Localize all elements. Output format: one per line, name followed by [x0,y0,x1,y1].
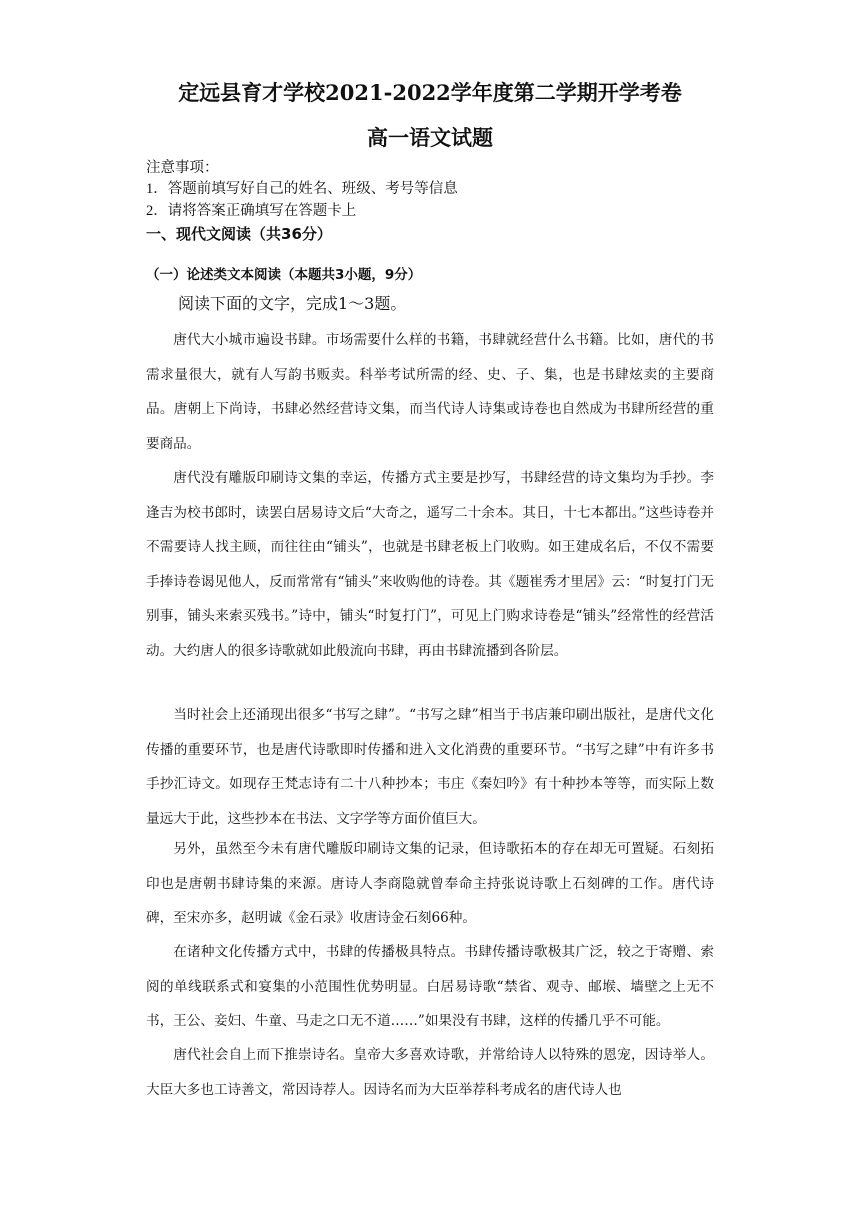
subsection-heading: （一）论述类文本阅读（本题共3小题，9分） [146,267,422,283]
section-heading: 一、现代文阅读（共36分） [146,225,332,243]
reading-instruction: 阅读下面的文字，完成1～3题。 [178,294,407,313]
passage-paragraph-1: 唐代大小城市遍设书肆。市场需要什么样的书籍，书肆就经营什么书籍。比如，唐代的书需求量很大，就有人写韵书贩卖。科举考试所需的经、史、子、集，也是书肆炫卖的主要商品。唐朝上下尚诗，书肆必然经营诗文集，而当代诗人诗集或诗卷也自然成为书肆所经营的重要商品。 [146,332,714,452]
passage-paragraph-6: 唐代社会自上而下推崇诗名。皇帝大多喜欢诗歌，并常给诗人以特殊的恩宠，因诗举人。大臣大多也工诗善文，常因诗荐人。因诗名而为大臣举荐科考成名的唐代诗人也 [146,1047,714,1098]
passage-paragraph-2: 唐代没有雕版印刷诗文集的幸运，传播方式主要是抄写，书肆经营的诗文集均为手抄。李逢吉为校书郎时，读罢白居易诗文后“大奇之，遥写二十余本。其日，十七本都出。”这些诗卷并不需要诗人找主顾，而往往由“铺头”，也就是书肆老板上门收购。如王建成名后，不仅不需要手捧诗卷谒见他人，反而常常有“铺头”来收购他的诗卷。其《题崔秀才里居》云：“时复打门无别事，铺头来索买残书。”诗中，铺头“时复打门”，可见上门购求诗卷是“铺头”经常性的经营活动。大约唐人的很多诗歌就如此般流向书肆，再由书肆流播到各阶层。 [146,470,714,659]
passage-paragraph-5: 在诸种文化传播方式中，书肆的传播极具特点。书肆传播诗歌极其广泛，较之于寄赠、索阅的单线联系式和宴集的小范围性优势明显。白居易诗歌“禁省、观寺、邮堠、墙壁之上无不书，王公、妾妇、牛童、马走之口无不道……”如果没有书肆，这样的传播几乎不可能。 [146,944,714,1030]
note-item-2: 2．请将答案正确填写在答题卡上 [146,203,357,219]
note-item-1: 1．答题前填写好自己的姓名、班级、考号等信息 [146,181,458,197]
passage-paragraph-4: 另外，虽然至今未有唐代雕版印刷诗文集的记录，但诗歌拓本的存在却无可置疑。石刻拓印也是唐朝书肆诗集的来源。唐诗人李商隐就曾奉命主持张说诗歌上石刻碑的工作。唐代诗碑，至宋亦多，赵明诚《金石录》收唐诗金石刻66种。 [146,841,714,927]
exam-title: 定远县育才学校2021-2022学年度第二学期开学考卷 [178,80,682,105]
notes-heading: 注意事项： [146,160,219,176]
exam-subtitle: 高一语文试题 [367,125,493,150]
passage-paragraph-3: 当时社会上还涌现出很多“书写之肆”。“书写之肆”相当于书店兼印刷出版社，是唐代文化传播的重要环节，也是唐代诗歌即时传播和进入文化消费的重要环节。“书写之肆”中有许多书手抄汇诗文。如现存王梵志诗有二十八种抄本；韦庄《秦妇吟》有十种抄本等等，而实际上数量远大于此，这些抄本在书法、文字学等方面价值巨大。 [146,707,714,827]
